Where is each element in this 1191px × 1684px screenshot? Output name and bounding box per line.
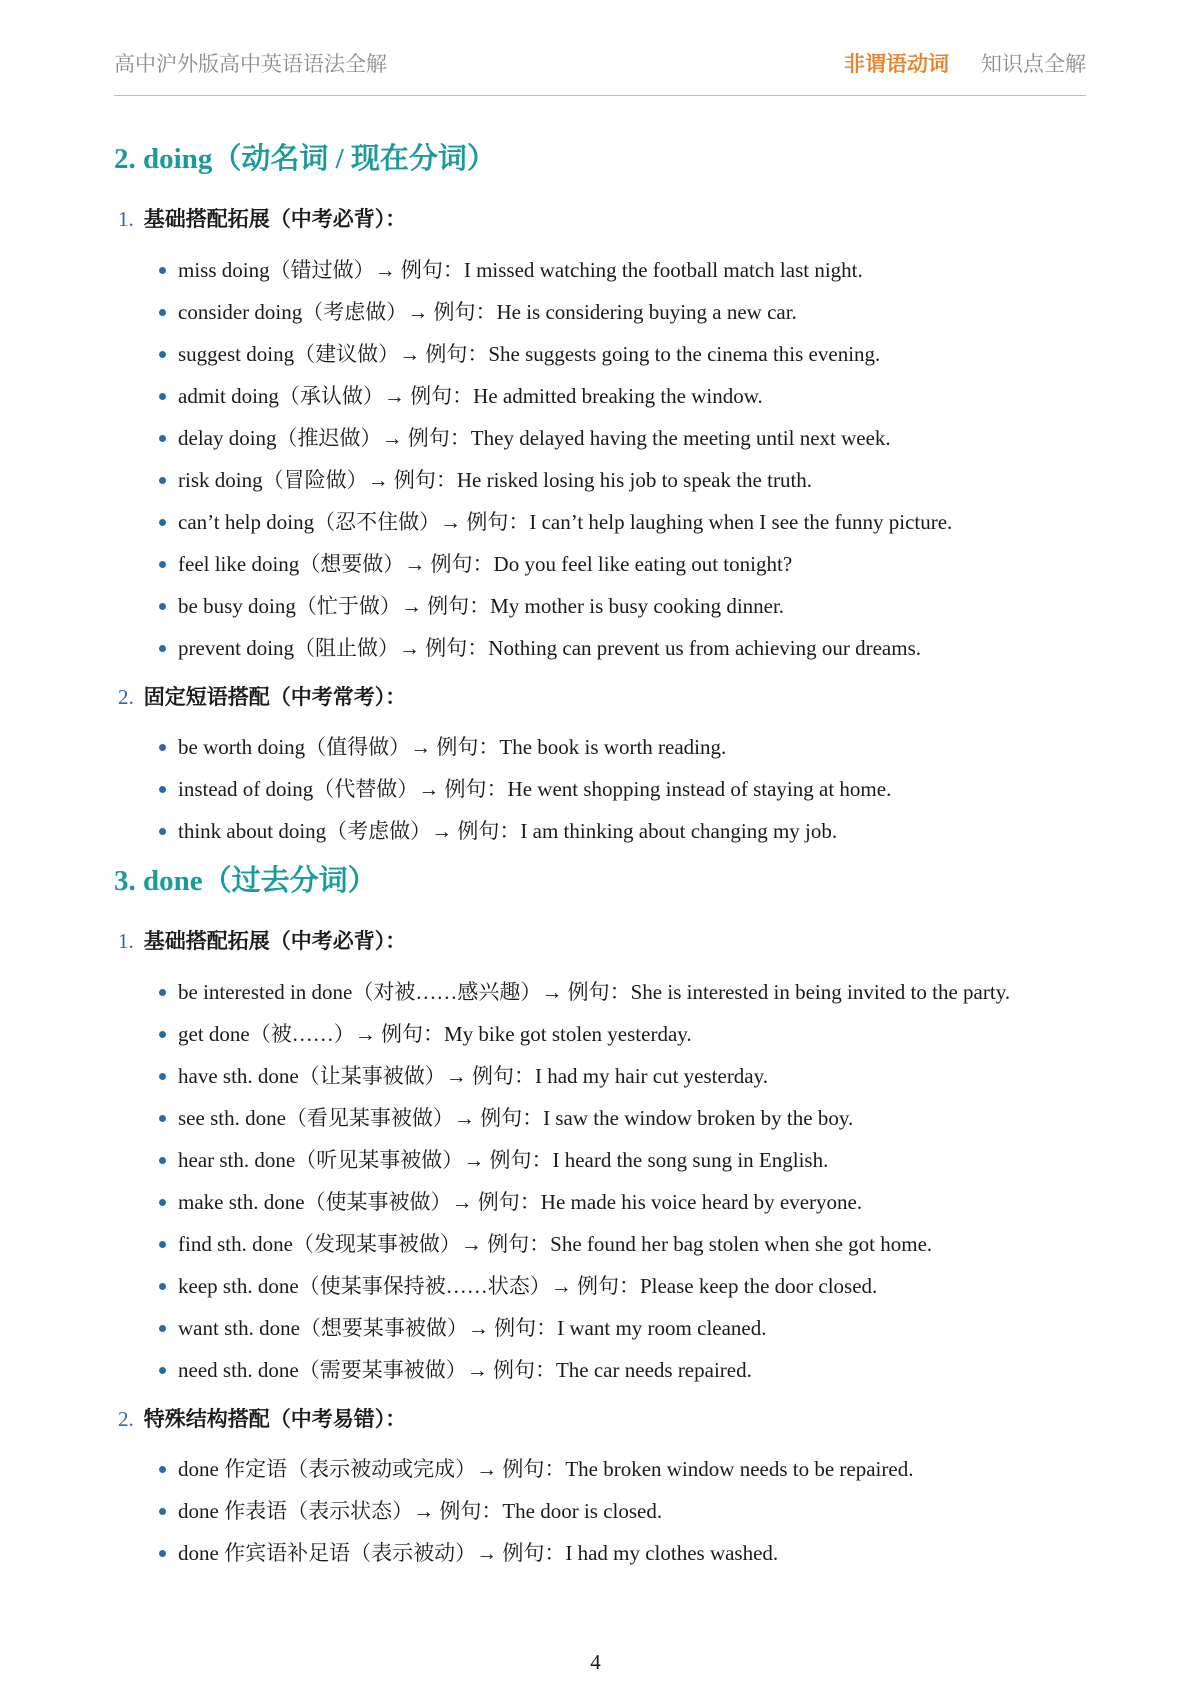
bullet-icon: [159, 1283, 166, 1290]
bullet-icon: [159, 519, 166, 526]
subsection-number: 1.: [118, 929, 134, 953]
bullet-icon: [159, 1073, 166, 1080]
list-item: [159, 506, 952, 536]
list-item: [159, 1270, 877, 1300]
item-text: make sth. done（使某事被做）→ 例句：He made his voice heard by everyone.: [178, 1190, 863, 1214]
item-text: delay doing（推迟做）→ 例句：They delayed having the meeting until next week.: [178, 426, 891, 450]
item-text: admit doing（承认做）→ 例句：He admitted breaking the window.: [178, 384, 763, 408]
item-text: want sth. done（想要某事被做）→ 例句：I want my room cleaned.: [178, 1316, 767, 1340]
bullet-icon: [159, 989, 166, 996]
item-text: see sth. done（看见某事被做）→ 例句：I saw the window broken by the boy.: [178, 1106, 854, 1130]
chapter-subtitle: 知识点全解: [981, 52, 1086, 76]
item-text: done 作定语（表示被动或完成）→ 例句：The broken window needs to be repaired.: [178, 1457, 914, 1481]
subsection-heading: [118, 1403, 406, 1433]
bullet-icon: [159, 1367, 166, 1374]
section-heading: 2. doing（动名词 / 现在分词）: [114, 143, 496, 175]
list-item: [159, 590, 784, 620]
item-text: miss doing（错过做）→ 例句：I missed watching the football match last night.: [178, 258, 863, 282]
bullet-icon: [159, 1325, 166, 1332]
subsection-heading: [118, 925, 406, 955]
bullet-icon: [159, 1157, 166, 1164]
bullet-icon: [159, 1031, 166, 1038]
list-item: [159, 632, 921, 662]
bullet-icon: [159, 393, 166, 400]
subsection-heading: [118, 681, 406, 711]
list-item: [159, 422, 891, 452]
list-item: [159, 380, 763, 410]
item-text: think about doing（考虑做）→ 例句：I am thinking about changing my job.: [178, 819, 838, 843]
item-text: suggest doing（建议做）→ 例句：She suggests going to the cinema this evening.: [178, 342, 881, 366]
subsection-number: 2.: [118, 1407, 134, 1431]
section-heading: 3. done（过去分词）: [114, 865, 377, 897]
subsection-title: 固定短语搭配（中考常考）：: [143, 685, 407, 709]
subsection-number: 1.: [118, 207, 134, 231]
item-text: can’t help doing（忍不住做）→ 例句：I can’t help laughing when I see the funny picture.: [178, 510, 953, 534]
bullet-icon: [159, 309, 166, 316]
item-text: be worth doing（值得做）→ 例句：The book is worth reading.: [178, 735, 727, 759]
list-item: [159, 1453, 913, 1483]
item-text: done 作表语（表示状态）→ 例句：The door is closed.: [178, 1499, 663, 1523]
list-item: [159, 296, 797, 326]
list-item: [159, 1312, 767, 1342]
item-text: prevent doing（阻止做）→ 例句：Nothing can prevent us from achieving our dreams.: [178, 636, 922, 660]
item-text: instead of doing（代替做）→ 例句：He went shopping instead of staying at home.: [178, 777, 892, 801]
chapter-title: 非谓语动词: [844, 52, 949, 76]
header-divider: [114, 95, 1086, 96]
bullet-icon: [159, 828, 166, 835]
subsection-heading: [118, 203, 406, 233]
item-text: risk doing（冒险做）→ 例句：He risked losing his job to speak the truth.: [178, 468, 813, 492]
list-item: [159, 1537, 778, 1567]
item-text: done 作宾语补足语（表示被动）→ 例句：I had my clothes washed.: [178, 1541, 779, 1565]
list-item: [159, 1060, 768, 1090]
list-item: [159, 773, 891, 803]
list-item: [159, 731, 726, 761]
list-item: [159, 976, 1010, 1006]
list-item: [159, 338, 880, 368]
bullet-icon: [159, 645, 166, 652]
bullet-icon: [159, 786, 166, 793]
bullet-icon: [159, 477, 166, 484]
book-title: 高中沪外版高中英语语法全解: [114, 52, 387, 76]
item-text: be interested in done（对被……感兴趣）→ 例句：She is interested in being invited to the party.: [178, 980, 1011, 1004]
subsection-title: 基础搭配拓展（中考必背）：: [143, 929, 407, 953]
bullet-icon: [159, 1199, 166, 1206]
subsection-title: 特殊结构搭配（中考易错）：: [143, 1407, 407, 1431]
subsection-title: 基础搭配拓展（中考必背）：: [143, 207, 407, 231]
list-item: [159, 1102, 853, 1132]
list-item: [159, 1186, 862, 1216]
item-text: be busy doing（忙于做）→ 例句：My mother is busy cooking dinner.: [178, 594, 785, 618]
bullet-icon: [159, 561, 166, 568]
item-text: find sth. done（发现某事被做）→ 例句：She found her bag stolen when she got home.: [178, 1232, 933, 1256]
bullet-icon: [159, 603, 166, 610]
list-item: [159, 1018, 692, 1048]
bullet-icon: [159, 1550, 166, 1557]
item-text: hear sth. done（听见某事被做）→ 例句：I heard the song sung in English.: [178, 1148, 829, 1172]
bullet-icon: [159, 1241, 166, 1248]
bullet-icon: [159, 351, 166, 358]
list-item: [159, 815, 837, 845]
list-item: [159, 1495, 662, 1525]
bullet-icon: [159, 267, 166, 274]
item-text: get done（被……）→ 例句：My bike got stolen yesterday.: [178, 1022, 692, 1046]
item-text: feel like doing（想要做）→ 例句：Do you feel like eating out tonight?: [178, 552, 793, 576]
item-text: have sth. done（让某事被做）→ 例句：I had my hair cut yesterday.: [178, 1064, 769, 1088]
bullet-icon: [159, 435, 166, 442]
list-item: [159, 1228, 932, 1258]
item-text: keep sth. done（使某事保持被……状态）→ 例句：Please keep the door closed.: [178, 1274, 878, 1298]
header-right: [844, 48, 1086, 78]
bullet-icon: [159, 1115, 166, 1122]
page-header: [114, 44, 1086, 80]
list-item: [159, 464, 812, 494]
bullet-icon: [159, 1508, 166, 1515]
list-item: [159, 1354, 752, 1384]
item-text: need sth. done（需要某事被做）→ 例句：The car needs repaired.: [178, 1358, 752, 1382]
page-number: 4: [590, 1650, 601, 1674]
list-item: [159, 1144, 828, 1174]
list-item: [159, 254, 863, 284]
subsection-number: 2.: [118, 685, 134, 709]
item-text: consider doing（考虑做）→ 例句：He is considering buying a new car.: [178, 300, 797, 324]
bullet-icon: [159, 1466, 166, 1473]
bullet-icon: [159, 744, 166, 751]
list-item: [159, 548, 792, 578]
